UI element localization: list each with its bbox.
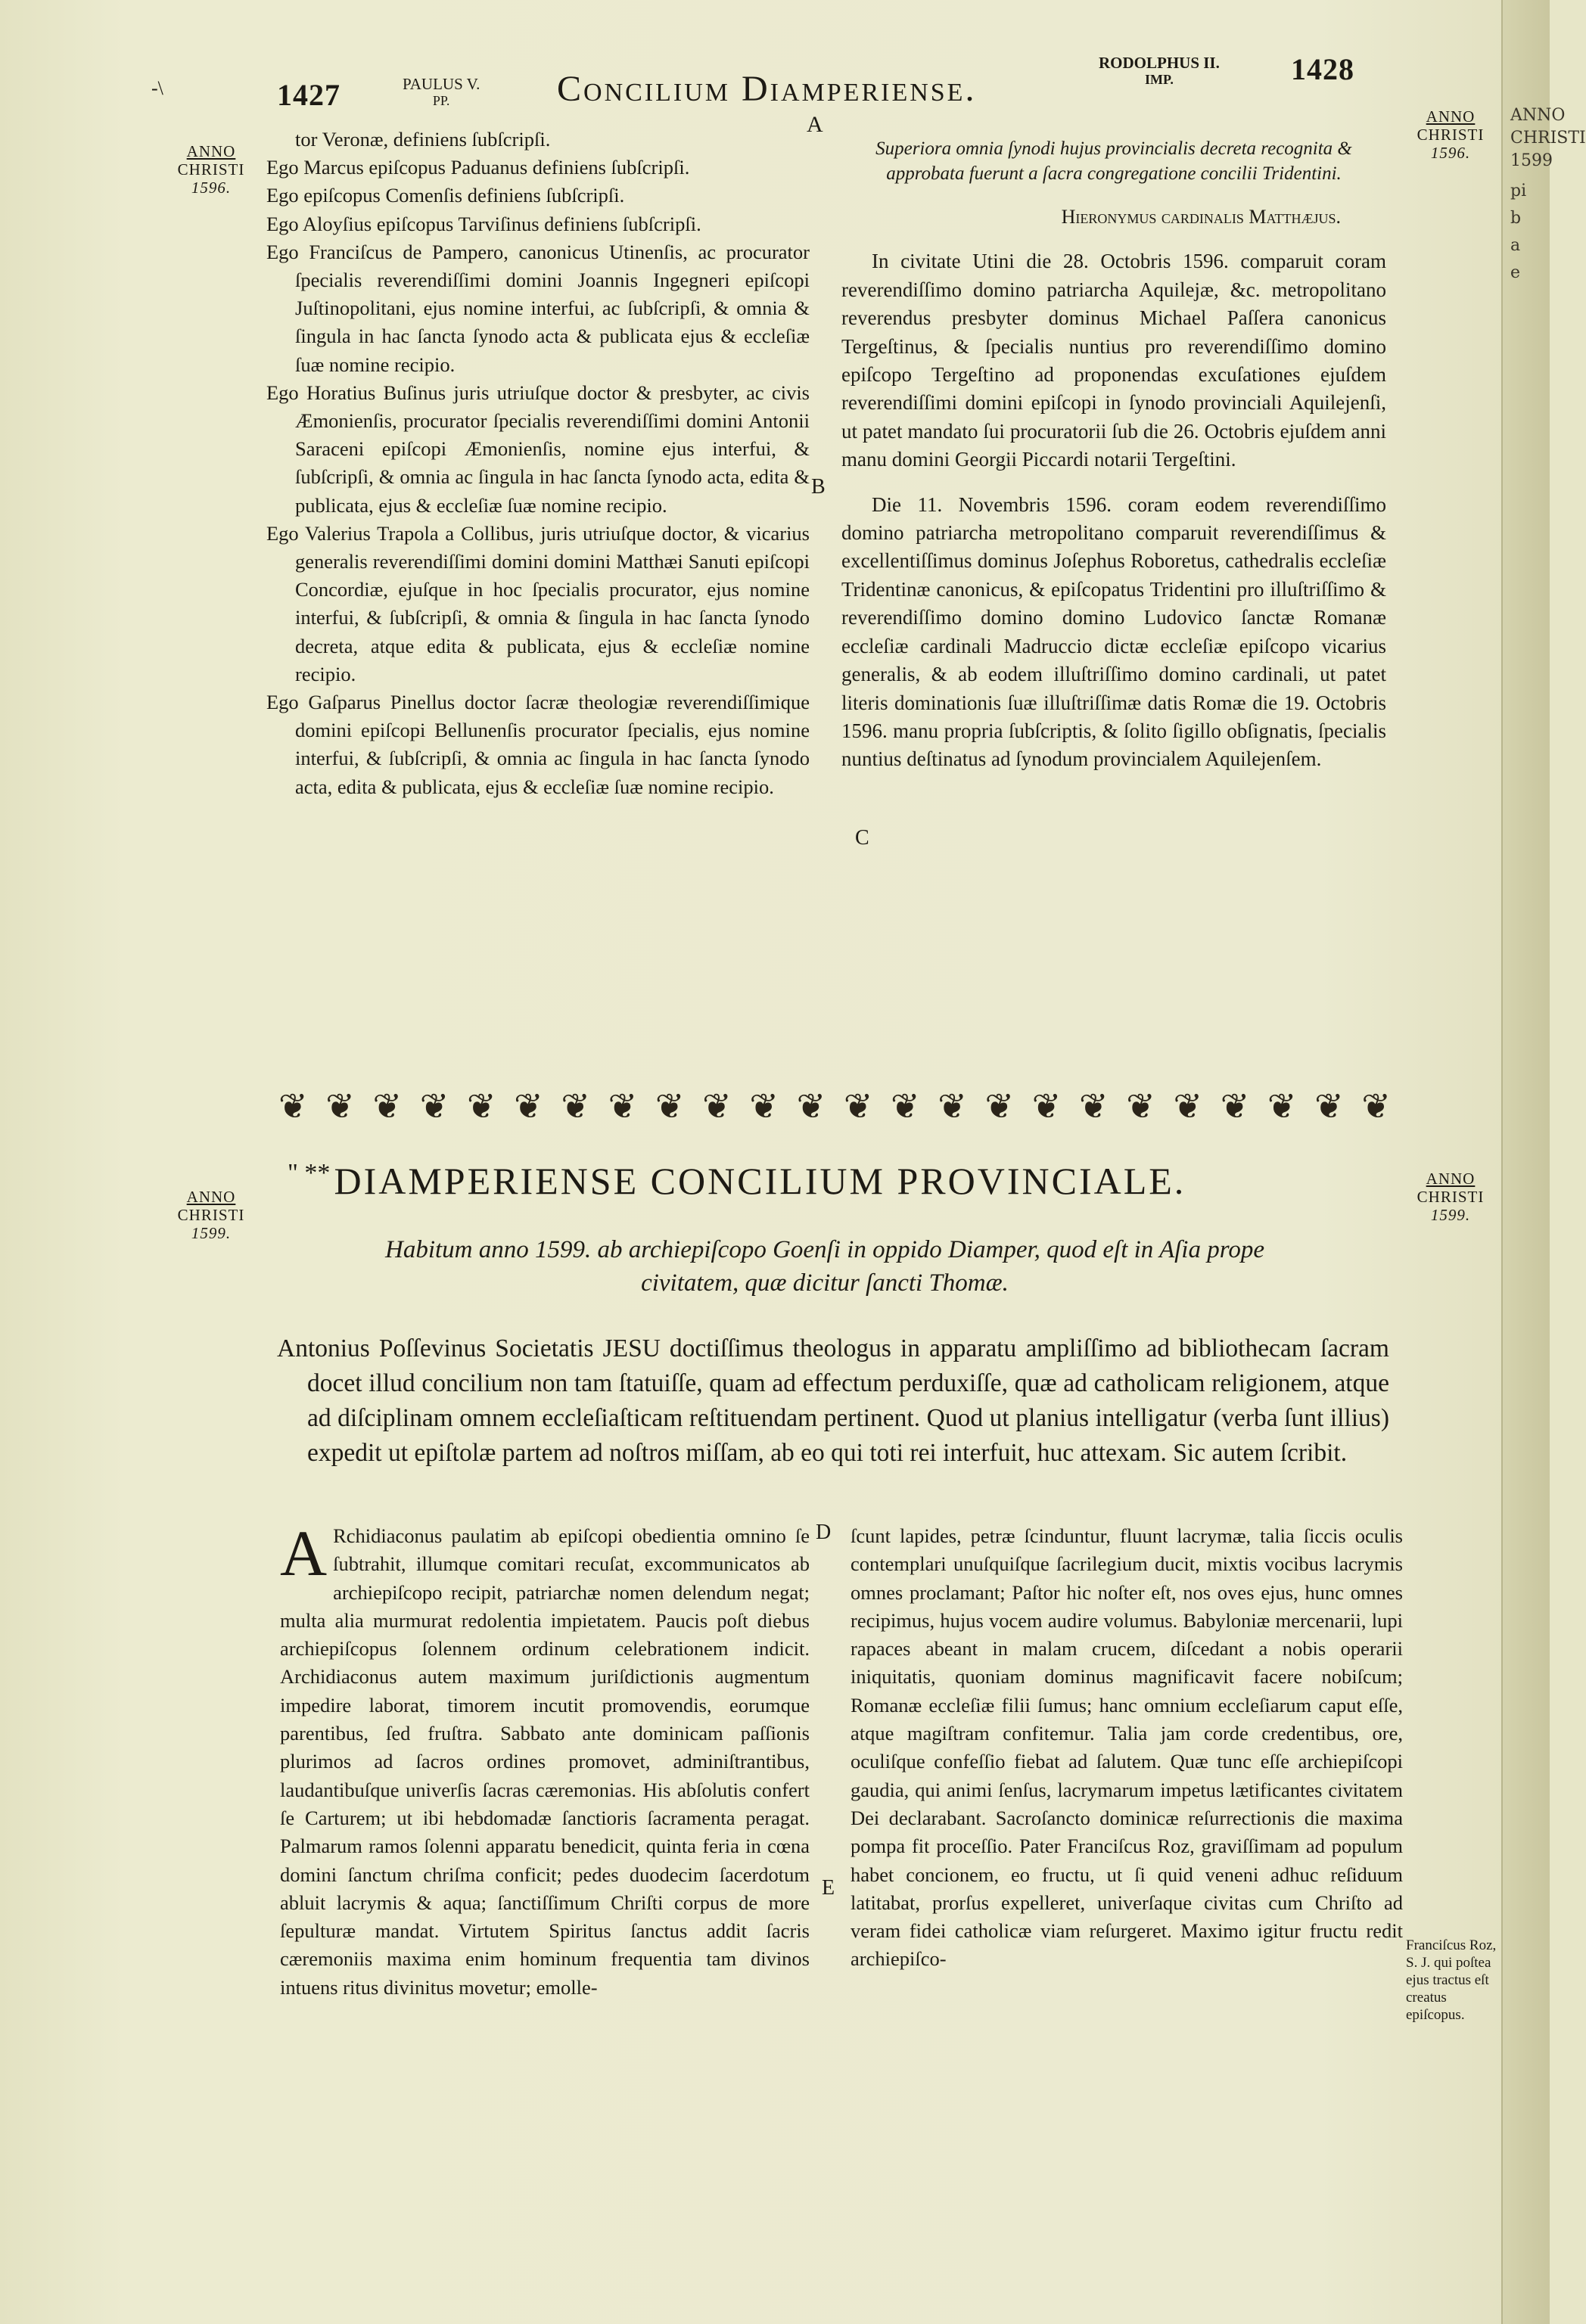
page-number-left: 1427 (277, 78, 341, 112)
letter-right-column (851, 1522, 1403, 1974)
margin-note: Franciſcus Roz, S. J. qui poſtea ejus tractus eſt creatus epiſcopus. (1406, 1937, 1497, 2023)
anno-marker-1596-left (162, 142, 260, 197)
anno-marker-1596-right (1401, 107, 1500, 162)
notice-paragraph-1: In civitate Utini die 28. Octobris 1596. comparuit coram reverendiſſimo domino patriarcha Aquilejæ, &c. metropolitano reverendus presbyter dominus Michael Paſſera canonicus Tergeſtinus, & ſpecialis nuntius pro reverendiſſimo domino epiſcopo Tergeſtino ad proponendas excuſationes ejuſdem reverendiſſimi domini epiſcopi in ſynodo provinciali Aquilejenſi, ut patet mandato ſui procuratorii ſub die 26. Octobris ejuſdem anni manu domini Georgii Piccardi notarii Tergeſtini. (841, 250, 1386, 471)
subscription-entry: tor Veronæ, definiens ſubſcripſi. (295, 128, 551, 151)
margin-letter-b: B (811, 475, 826, 499)
notice-paragraph-2: Die 11. Novembris 1596. coram eodem reverendiſſimo domino patriarcha metropolitano comparuit reverendiſſimus & excellentiſſimus dominus Joſephus Roboretus, cathedralis eccleſiæ Tridentinæ canonicus, & epiſcopatus Tridentini pro illuſtriſſimo & reverendiſſimo domino domino Ludovico ſanctæ Romanæ eccleſiæ cardinali Madruccio dictæ eccleſiæ epiſcopo vicarius generalis, & ab eodem illuſtriſſimo domino cardinali, ut patet literis dominationis ſuæ illuſtriſſimæ datis Romæ die 19. Octobris 1596. manu propria ſubſcriptis, & ſolito ſigillo obſignatis, ſpecialis nuntius deſtinatus ad ſynodum provincialem Aquilejenſem. (841, 492, 1386, 771)
binding-fragment: pi (1510, 182, 1527, 200)
anno-label: ANNO (1426, 107, 1476, 126)
binding-edge (1501, 0, 1586, 2324)
header-pope (403, 76, 480, 109)
anno-year: 1596. (1430, 144, 1471, 162)
section-title-block (288, 1159, 1186, 1203)
intro-paragraph-block (277, 1331, 1389, 1471)
anno-year: 1599. (191, 1224, 232, 1242)
binding-fragment: ANNO (1510, 106, 1566, 125)
subscription-entry: Ego Aloyſius epiſcopus Tarviſinus definiens ſubſcripſi. (266, 212, 701, 235)
subscription-entry: Ego Valerius Trapola a Collibus, juris utriuſque doctor, & vicarius generalis reverendiſſimi domini domini Matthæi Sanuti epiſcopi Concordiæ, ejuſque in hoc ſpecialis procurator, ejus nomine interfui, & ſubſcripſi, & omnia & ſingula in hac ſancta ſynodo decreta, atque edita & publicata, ejus & eccleſiæ nomine recipio. (266, 521, 810, 685)
page-number-right: 1428 (1291, 52, 1354, 86)
margin-letter-d: D (816, 1521, 832, 1544)
running-title: Concilium Diamperiense. (557, 69, 977, 109)
christi-label: CHRISTI (1417, 1188, 1485, 1206)
letter-left-text: Rchidiaconus paulatim ab epiſcopi obedientia omnino ſe ſubtrahit, illumque comitari recuſat, excommunicatos ab archiepiſcopo recipit, patriarchæ nomen delendum negat; multa alia murmurat redolentia impietatem. Paucis poſt diebus archiepiſcopus ſolennem ordinum celebrationem indicit. Archidiaconus autem maximum juriſdictionis augmentum impedire laborat, timorem incutit promovendis, eorumque parentibus, ſed fruſtra. Sabbato ante dominicam paſſionis plurimos ad ſacros ordines promovet, adminiſtrantibus, laudantibuſque univerſis ſacras cæremonias. His abſolutis confert ſe Carturem; ut ibi hebdomadæ ſanctioris ſacramenta peragat. Palmarum ramos ſolenni apparatu benedicit, quinta feria in cœna domini ſanctum chriſma conficit; pedes duodecim ſacerdotum abluit lacrymis & aqua; ſanctiſſimum Chriſti corpus de more ſepulturæ mandat. Virtutem Spiritus ſanctus addit ſacris cæremoniis maxima enim hominum frequentia tam divinos intuens ritus divinitus movetur; emolle- (280, 1524, 810, 1999)
binding-fragment: a (1510, 236, 1521, 255)
christi-label: CHRISTI (177, 1206, 245, 1224)
right-column (841, 136, 1386, 774)
anno-label: ANNO (186, 1188, 236, 1206)
subscription-entry: Ego Marcus epiſcopus Paduanus definiens ſubſcripſi. (266, 156, 690, 179)
approval-note: Superiora omnia ſynodi hujus provincialis decreta recognita & approbata fuerunt a ſacra congregatione concilii Tridentini. (875, 138, 1352, 184)
header-left-marker: -\ (151, 77, 163, 99)
drop-cap: A (280, 1517, 328, 1589)
left-column-subscriptions (266, 126, 810, 801)
binding-fragment: CHRISTI (1510, 129, 1586, 148)
anno-marker-1599-left (162, 1188, 260, 1242)
anno-label: ANNO (1426, 1170, 1476, 1188)
section-title: DIAMPERIENSE CONCILIUM PROVINCIALE. (334, 1160, 1186, 1202)
header-emperor (1099, 54, 1220, 88)
binding-fragment: e (1510, 263, 1521, 282)
margin-letter-e: E (822, 1876, 835, 1900)
header-pope-sub: PP. (432, 93, 450, 108)
ornament-band: ❦ ❦ ❦ ❦ ❦ ❦ ❦ ❦ ❦ ❦ ❦ ❦ ❦ ❦ ❦ ❦ ❦ ❦ ❦ ❦ ❦ ❦ ❦ ❦ (278, 1086, 1391, 1126)
signer-name: Hieronymus cardinalis Matthæjus. (1061, 206, 1341, 228)
header-emperor-name: RODOLPHUS II. (1099, 54, 1220, 72)
anno-marker-1599-right (1401, 1170, 1500, 1224)
christi-label: CHRISTI (177, 160, 245, 179)
subscription-entry: Ego epiſcopus Comenſis definiens ſubſcripſi. (266, 184, 625, 207)
anno-year: 1596. (191, 179, 232, 197)
subscription-entry: Ego Horatius Buſinus juris utriuſque doctor & presbyter, ac civis Æmonienſis, procurator ſpecialis reverendiſſimi domini Antonii Saraceni epiſcopi Æmonienſis, nomine ejus interfui, & ſubſcripſi, & omnia ac ſingula in hac ſancta ſynodo acta, edita & publicata, ejus & eccleſiæ ſuæ nomine recipio. (266, 381, 810, 517)
christi-label: CHRISTI (1417, 126, 1485, 144)
margin-letter-a: A (807, 112, 823, 137)
section-title-prefix: " ** (288, 1159, 331, 1187)
header-emperor-sub: IMP. (1145, 72, 1174, 87)
binding-fragment: b (1510, 209, 1522, 228)
margin-letter-c: C (855, 826, 869, 850)
subscription-entry: Ego Gaſparus Pinellus doctor ſacræ theologiæ reverendiſſimique domini epiſcopi Bellunenſis procurator ſpecialis, ejus nomine interfui, & ſubſcripſi, & omnia ac ſingula in hac ſancta ſynodo acta, edita & publicata, ejus & eccleſiæ ſuæ nomine recipio. (266, 691, 810, 798)
subscription-entry: Ego Franciſcus de Pampero, canonicus Utinenſis, ac procurator ſpecialis reverendiſſimi domini Joannis Ingegneri epiſcopi Juſtinopolitani, ejus nomine interfui, ac ſubſcripſi, & omnia & ſingula in hac ſancta ſynodo acta & publicata ejus & eccleſiæ ſuæ nomine recipio. (266, 240, 810, 376)
anno-year: 1599. (1430, 1206, 1471, 1224)
anno-label: ANNO (186, 142, 236, 160)
section-subtitle: Habitum anno 1599. ab archiepiſcopo Goenſi in oppido Diamper, quod eſt in Aſia prope civitatem, quæ dicitur ſancti Thomæ. (385, 1236, 1264, 1297)
letter-left-column (280, 1517, 810, 2002)
intro-paragraph: Antonius Poſſevinus Societatis JESU doctiſſimus theologus in apparatu ampliſſimo ad bibliothecam ſacram docet illud concilium non tam ſtatuiſſe, quam ad effectum perduxiſſe, quæ ad catholicam religionem, atque ad diſciplinam omnem eccleſiaſticam reſtituendam pertinent. Quod ut planius intelligatur (verba ſunt illius) expedit ut epiſtolæ partem ad noſtros miſſam, ab eo qui toti rei interfuit, huc attexam. Sic autem ſcribit. (277, 1334, 1389, 1467)
header-pope-name: PAULUS V. (403, 75, 480, 93)
letter-right-text: ſcunt lapides, petræ ſcinduntur, fluunt lacrymæ, talia ſiccis oculis contemplari unuſquiſque ſacrilegium ducit, mixtis vocibus lacrymis omnes proclamant; Paſtor hic noſter eſt, nos oves ejus, hunc omnes recipimus, hujus vocem audire volumus. Babyloniæ mercenarii, lupi rapaces abeant in malam crucem, diſcedant a nobis operarii iniquitatis, quoniam dominus magnificavit facere nobiſcum; Romanæ eccleſiæ filii ſumus; hanc omnium eccleſiarum caput eſſe, atque magiſtram confitemur. Talia jam corde credentibus, ore, oculiſque confeſſio fiebat ad ſalutem. Quæ tunc eſſe archiepiſcopi gaudia, qui animi ſenſus, lacrymarum impetus lætificantes civitatem Dei declarabant. Sacroſancto dominicæ reſurrectionis die maxima pompa fit proceſſio. Pater Franciſcus Roz, graviſſimam ad populum habet concionem, eo fructu, ut ſi quid veneni adhuc reſiduum latitabat, prorſus expelleret, univerſaque civitas cum Chriſto ad veram fidei catholicæ viam reſurgeret. Maximo igitur fructu redit archiepiſco- (851, 1524, 1403, 1971)
binding-fragment: 1599 (1510, 151, 1553, 170)
